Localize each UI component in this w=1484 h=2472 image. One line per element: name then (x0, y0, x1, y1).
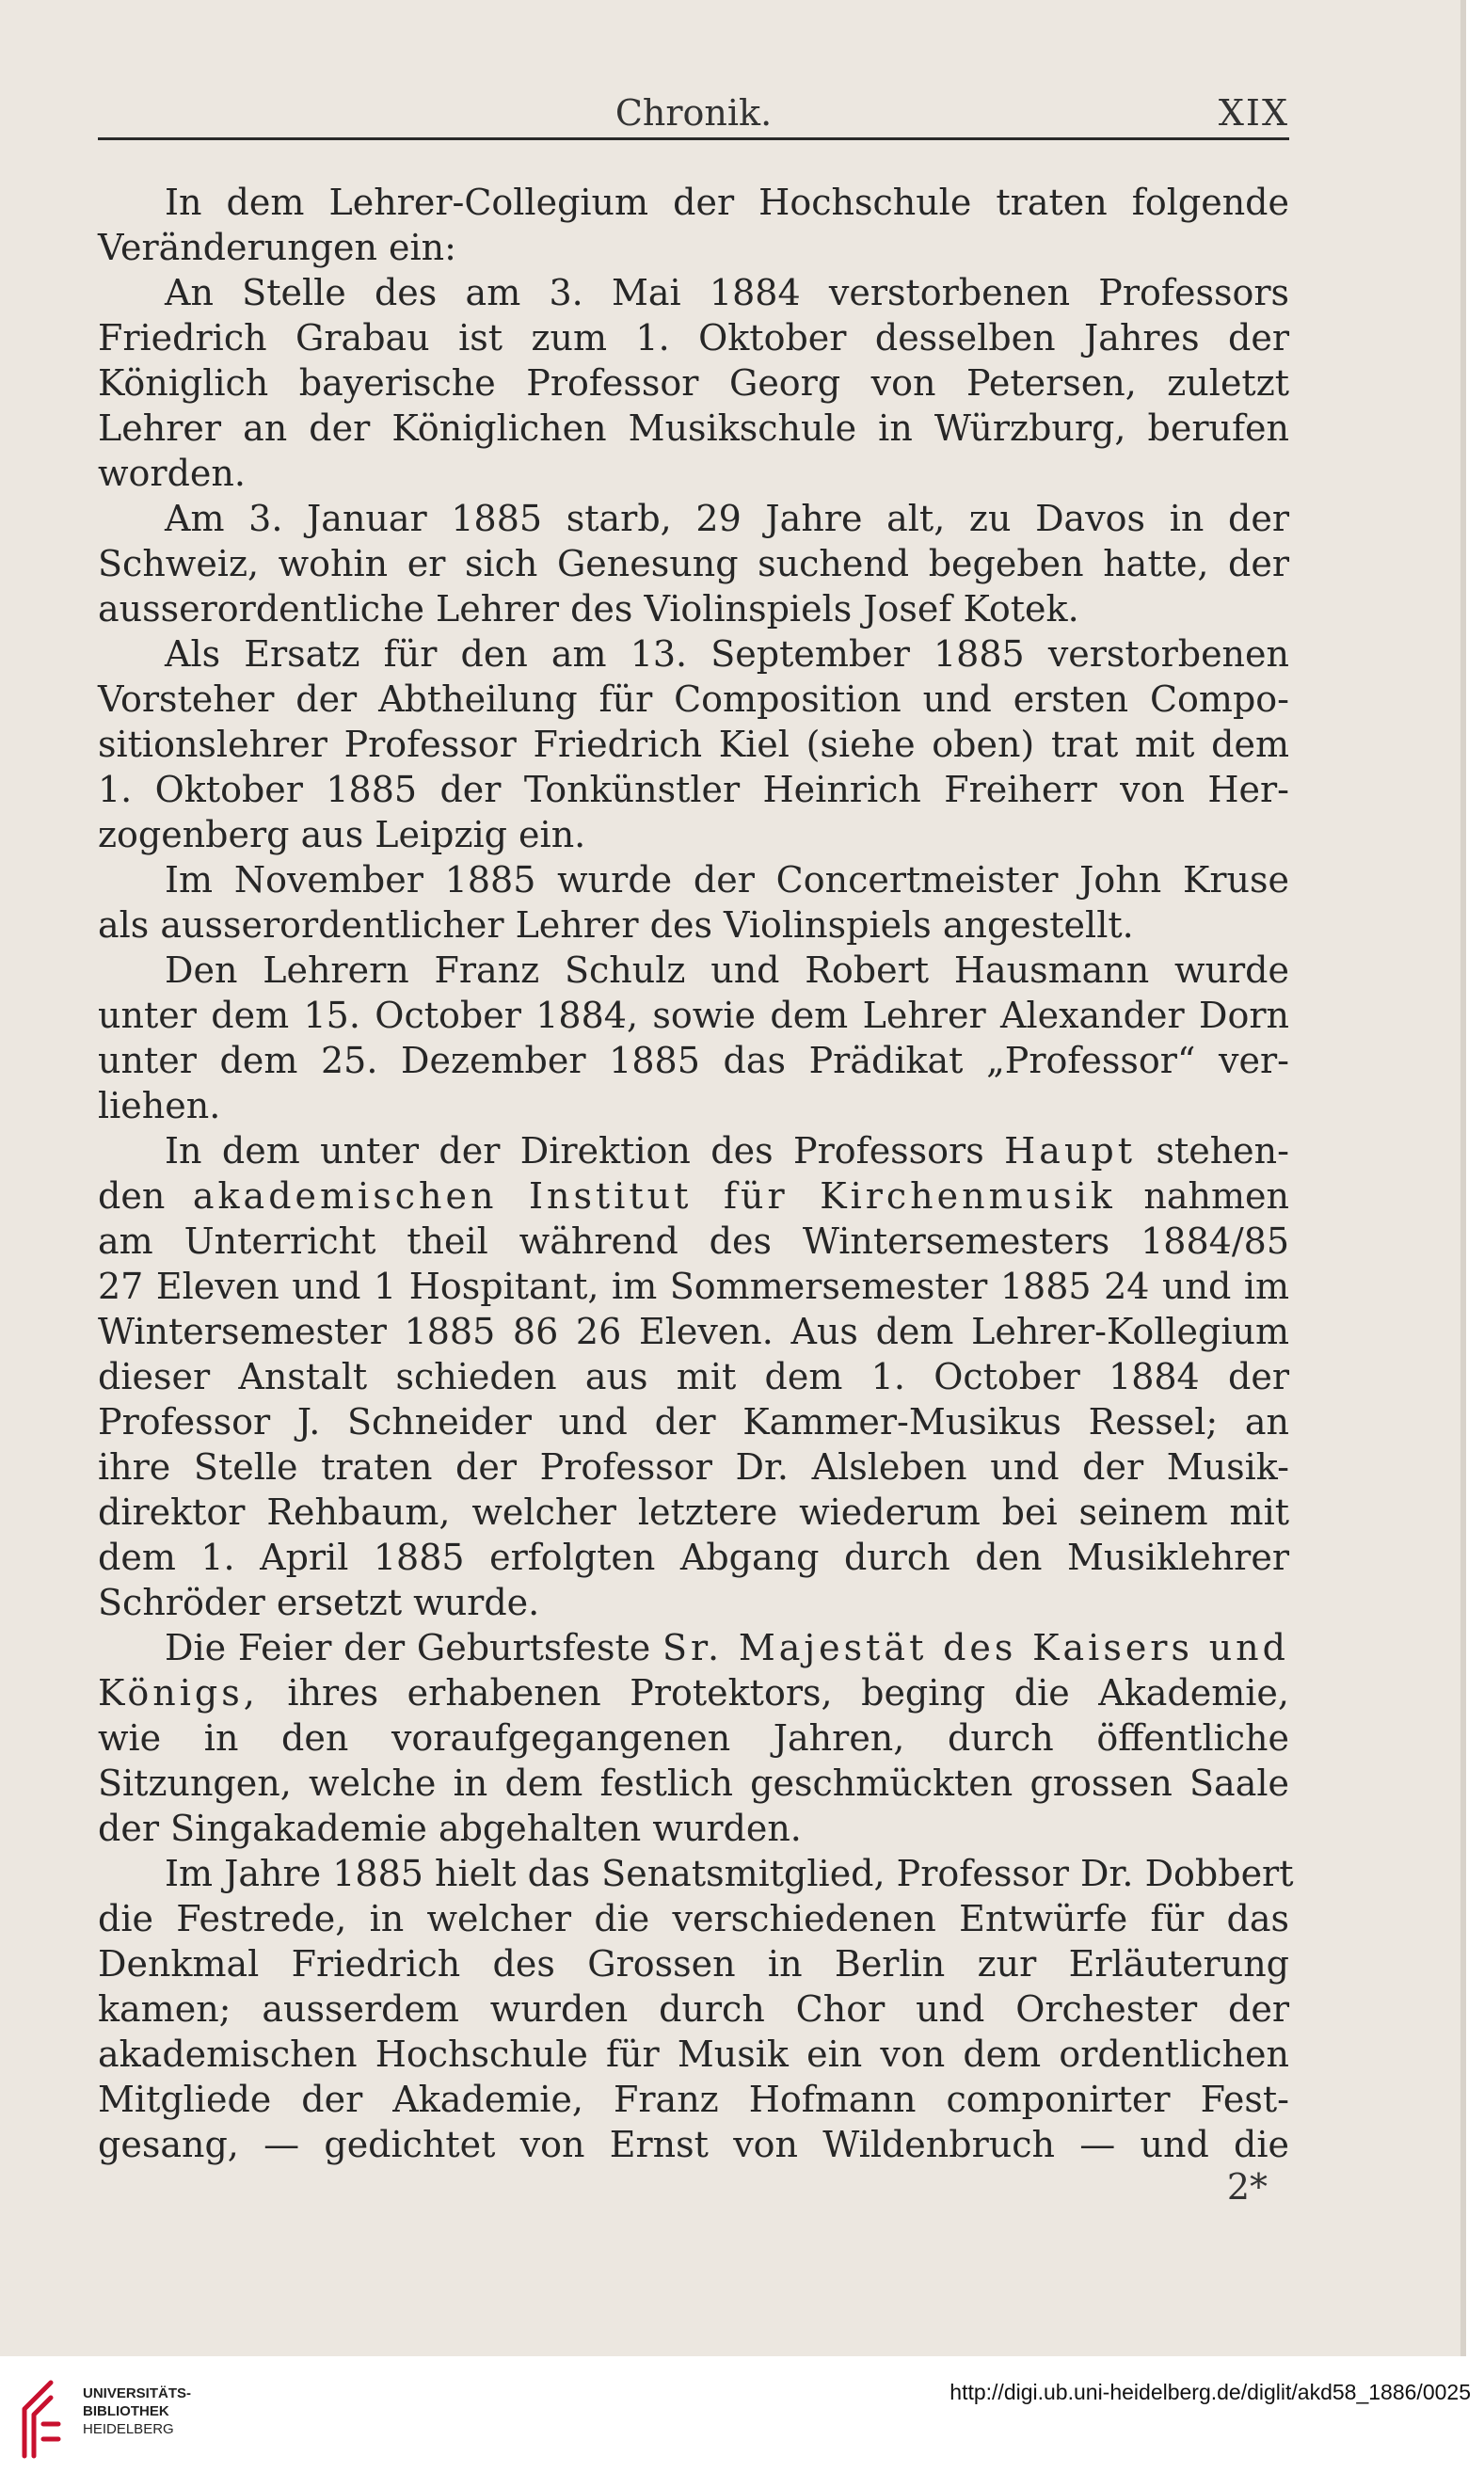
text-line: ausserordentliche Lehrer des Violinspiels Josef Kotek. (98, 588, 1079, 630)
text-line (98, 1173, 1289, 1219)
text-line: Denkmal Friedrich des Grossen in Berlin zur Erläuterung (98, 1943, 1289, 1985)
text-line: ihre Stelle traten der Professor Dr. Alsleben und der Musik- (98, 1446, 1289, 1488)
text-line: akademischen Hochschule für Musik ein von dem ordentlichen (98, 2033, 1289, 2075)
text-line: In dem Lehrer-Collegium der Hochschule traten folgende (165, 182, 1289, 223)
running-header (98, 90, 1289, 140)
text-line: worden. (98, 453, 246, 494)
spaced-name: Haupt (1004, 1130, 1137, 1172)
text-line (98, 1670, 1289, 1715)
text-line: gesang, — gedichtet von Ernst von Wildenbruch — und die (98, 2124, 1289, 2165)
text-line: Im November 1885 wurde der Concertmeister John Kruse (165, 859, 1289, 901)
text-line: Königlich bayerische Professor Georg von Petersen, zuletzt (98, 362, 1289, 404)
text-segment: Die Feier der Geburtsfeste (165, 1627, 651, 1668)
text-line: Professor J. Schneider und der Kammer-Musikus Ressel; an (98, 1401, 1289, 1443)
text-segment: stehen- (1156, 1130, 1289, 1172)
text-line: 1. Oktober 1885 der Tonkünstler Heinrich Freiherr von Her- (98, 769, 1289, 810)
text-line: am Unterricht theil während des Wintersemesters 1884/85 (98, 1220, 1289, 1262)
spaced-name: akademischen Institut für Kirchenmusik (192, 1175, 1116, 1217)
spaced-name: Königs, (98, 1672, 259, 1714)
text-line: Friedrich Grabau ist zum 1. Oktober desselben Jahres der (98, 317, 1289, 359)
text-line: An Stelle des am 3. Mai 1884 verstorbenen Professors (165, 272, 1289, 313)
text-line: Mitgliede der Akademie, Franz Hofmann componirter Fest- (98, 2079, 1289, 2120)
text-line: zogenberg aus Leipzig ein. (98, 814, 586, 855)
text-line: unter dem 25. Dezember 1885 das Prädikat „Professor“ ver- (98, 1040, 1289, 1081)
library-name-line: BIBLIOTHEK (83, 2403, 169, 2419)
text-line: Den Lehrern Franz Schulz und Robert Hausmann wurde (165, 949, 1289, 991)
text-segment: den (98, 1175, 166, 1217)
text-line: Lehrer an der Königlichen Musikschule in Würzburg, berufen (98, 407, 1289, 449)
text-line: die Festrede, in welcher die verschiedenen Entwürfe für das (98, 1898, 1289, 1939)
text-line: wie in den voraufgegangenen Jahren, durch öffentliche (98, 1717, 1289, 1759)
library-footer (0, 2356, 1484, 2472)
text-line: direktor Rehbaum, welcher letztere wiederum bei seinem mit (98, 1491, 1289, 1533)
body-text (98, 180, 1294, 2167)
header-page-number: XIX (1218, 92, 1289, 134)
library-name-line: UNIVERSITÄTS- (83, 2385, 192, 2401)
text-line: kamen; ausserdem wurden durch Chor und Orchester der (98, 1988, 1289, 2030)
text-line: 27 Eleven und 1 Hospitant, im Sommersemester 1885 24 und im (98, 1266, 1289, 1307)
text-line: dem 1. April 1885 erfolgten Abgang durch den Musiklehrer (98, 1537, 1289, 1578)
text-line: dieser Anstalt schieden aus mit dem 1. October 1884 der (98, 1356, 1289, 1397)
text-segment: nahmen (1143, 1175, 1289, 1217)
text-line: Schweiz, wohin er sich Genesung suchend begeben hatte, der (98, 543, 1289, 584)
text-line: Als Ersatz für den am 13. September 1885 verstorbenen (165, 633, 1289, 675)
text-line: Sitzungen, welche in dem festlich geschmückten grossen Saale (98, 1762, 1289, 1804)
text-line: der Singakademie abgehalten wurden. (98, 1808, 802, 1849)
library-name-line: HEIDELBERG (83, 2421, 174, 2437)
header-title: Chronik. (614, 92, 773, 134)
text-line: Im Jahre 1885 hielt das Senatsmitglied, Professor Dr. Dobbert (165, 1853, 1294, 1894)
text-line: Schröder ersetzt wurde. (98, 1582, 540, 1623)
text-line: unter dem 15. October 1884, sowie dem Lehrer Alexander Dorn (98, 995, 1289, 1036)
text-line: Veränderungen ein: (98, 227, 456, 268)
text-line: als ausserordentlicher Lehrer des Violinspiels angestellt. (98, 904, 1134, 946)
text-line: Wintersemester 1885 86 26 Eleven. Aus dem Lehrer-Kollegium (98, 1311, 1289, 1352)
text-line: liehen. (98, 1085, 221, 1126)
text-line (98, 1128, 1289, 1173)
text-segment: ihres erhabenen Protektors, beging die Akademie, (287, 1672, 1289, 1714)
text-line: Vorsteher der Abtheilung für Composition und ersten Compo- (98, 678, 1289, 720)
text-line: Am 3. Januar 1885 starb, 29 Jahre alt, zu Davos in der (165, 498, 1289, 539)
library-name (83, 2384, 191, 2438)
signature-mark: 2* (1226, 2166, 1268, 2208)
source-url-link[interactable]: http://digi.ub.uni-heidelberg.de/diglit/akd58_1886/0025 (949, 2380, 1471, 2404)
heidelberg-logo-icon (13, 2377, 64, 2462)
text-segment: In dem unter der Direktion des Professors (165, 1130, 984, 1172)
text-line (98, 1625, 1289, 1670)
text-line: sitionslehrer Professor Friedrich Kiel (siehe oben) trat mit dem (98, 724, 1289, 765)
spaced-name: Sr. Majestät des Kaisers und (662, 1627, 1289, 1668)
